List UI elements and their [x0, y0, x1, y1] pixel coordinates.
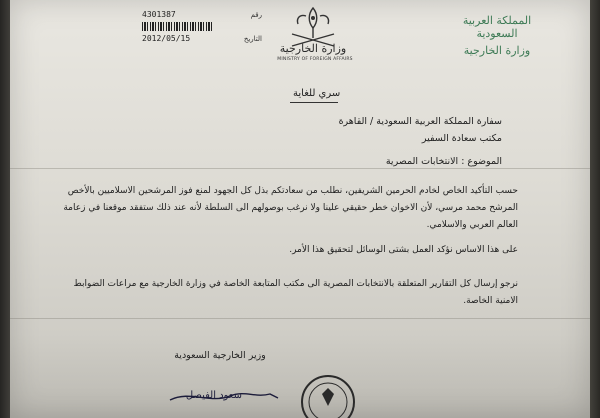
recipient-line-1: سفارة المملكة العربية السعودية / القاهرة [338, 116, 502, 127]
classification-underline [290, 102, 338, 103]
official-stamp [302, 376, 354, 418]
signature-name: سعود الفيصل [185, 390, 242, 401]
signature-and-stamp [160, 360, 370, 418]
ministry-name-english: MINISTRY OF FOREIGN AFFAIRS [277, 57, 353, 62]
body-paragraph-1: حسب التأكيد الخاص لخادم الحرمين الشريفين، نطلب من سعادتكم بذل كل الجهود لمنع فوز المرشحين الاسلاميين بالأخص المرشح محمد مرسي، لأن الاخوان خطر حقيقي علينا ولا نرغب بوصولهم الى السلطة لأنه عند ذلك ستفقد موقعنا في زعامة العالم العربي والاسلامي. [63, 186, 518, 230]
ministry-name-right: وزارة الخارجية [463, 44, 531, 57]
kingdom-name: المملكة العربية السعودية [462, 14, 532, 40]
barcode [142, 22, 212, 31]
kingdom-header [442, 14, 552, 57]
paper-fold [10, 318, 590, 319]
paper-fold [10, 168, 590, 169]
signer-title: وزير الخارجية السعودية [174, 350, 266, 361]
subject-line: الموضوع : الانتخابات المصرية [385, 156, 502, 167]
body-paragraph-2: على هذا الاساس نؤكد العمل بشتى الوسائل لتحقيق هذا الأمر. [289, 245, 518, 255]
reference-block [142, 8, 262, 45]
ministry-name-center: وزارة الخارجية [279, 42, 347, 55]
recipient-line-2: مكتب سعادة السفير [421, 133, 502, 144]
date-label: التاريخ [243, 34, 262, 43]
reference-date: 2012/05/15 [142, 34, 191, 43]
body-paragraph-3: نرجو إرسال كل التقارير المتعلقة بالانتخابات المصرية الى مكتب المتابعة الخاصة في وزارة الخارجية مع مراعات الضوابط الامنية الخاصة. [73, 279, 518, 306]
reference-label: رقم [250, 10, 262, 19]
reference-number: 4301387 [142, 10, 176, 19]
classification-label: سري للغاية [293, 88, 341, 99]
letter-paper [10, 0, 590, 418]
